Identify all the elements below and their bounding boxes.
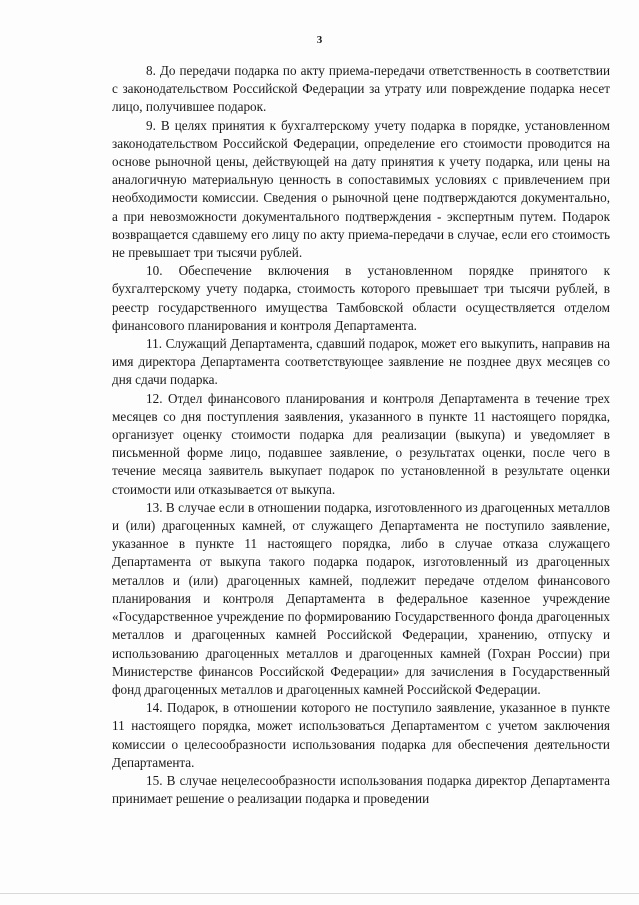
paragraph-12: 12. Отдел финансового планирования и контроля Департамента в течение трех месяцев со дня поступления заявления, указанного в пункте 11 настоящего порядка, организует оценку стоимости подарка для реализации (выкупа) и уведомляет в письменной форме лицо, подавшее заявление, о результатах оценки, после чего в течение месяца заявитель выкупает подарок по установленной в результате оценки стоимости или отказывается от выкупа. [112,390,610,497]
paragraph-11: 11. Служащий Департамента, сдавший подарок, может его выкупить, направив на имя директора Департамента соответствующее заявление не позднее двух месяцев со дня сдачи подарка. [112,336,610,388]
paragraph-15: 15. В случае нецелесообразности использования подарка директор Департамента принимает решение о реализации подарка и проведении [112,772,610,807]
paragraph-8: 8. До передачи подарка по акту приема-передачи ответственность в соответствии с законодательством Российской Федерации за утрату или повреждение подарка несет лицо, получившее подарок. [112,63,610,115]
page-number: 3 [316,34,323,46]
paragraph-13: 13. В случае если в отношении подарка, изготовленного из драгоценных металлов и (или) драгоценных камней, от служащего Департамента не поступило заявление, указанное в пункте 11 настоящего порядка, либо в случае отказа служащего Департамента от выкупа такого подарка подарок, изготовленный из драгоценных металлов и (или) драгоценных камней, подлежит передаче отделом финансового планирования и контроля Департамента в федеральное казенное учреждение «Государственное учреждение по формированию Государственного фонда драгоценных металлов и драгоценных камней Российской Федерации, хранению, отпуску и использованию драгоценных металлов и драгоценных камней (Гохран России) при Министерстве финансов Российской Федерации» для зачисления в Государственный фонд драгоценных металлов и драгоценных камней Российской Федерации. [112,499,610,697]
paragraph-9: 9. В целях принятия к бухгалтерскому учету подарка в порядке, установленном законодательством Российской Федерации, определение его стоимости проводится на основе рыночной цены, действующей на дату принятия к учету подарка, или цены на аналогичную материальную ценность в сопоставимых условиях с привлечением при необходимости комиссии. Сведения о рыночной цене подтверждаются документально, а при невозможности документального подтверждения - экспертным путем. Подарок возвращается сдавшему его лицу по акту приема-передачи в случае, если его стоимость не превышает три тысячи рублей. [112,117,610,261]
paragraph-14: 14. Подарок, в отношении которого не поступило заявление, указанное в пункте 11 настоящего порядка, может использоваться Департаментом с учетом заключения комиссии о целесообразности использования подарка для обеспечения деятельности Департамента. [112,700,610,770]
paragraph-10: 10. Обеспечение включения в установленном порядке принятого к бухгалтерскому учету подарка, стоимость которого превышает три тысячи рублей, в реестр государственного имущества Тамбовской области осуществляется отделом финансового планирования и контроля Департамента. [112,263,610,333]
document-body [112,62,610,808]
scan-edge-divider [0,893,639,894]
